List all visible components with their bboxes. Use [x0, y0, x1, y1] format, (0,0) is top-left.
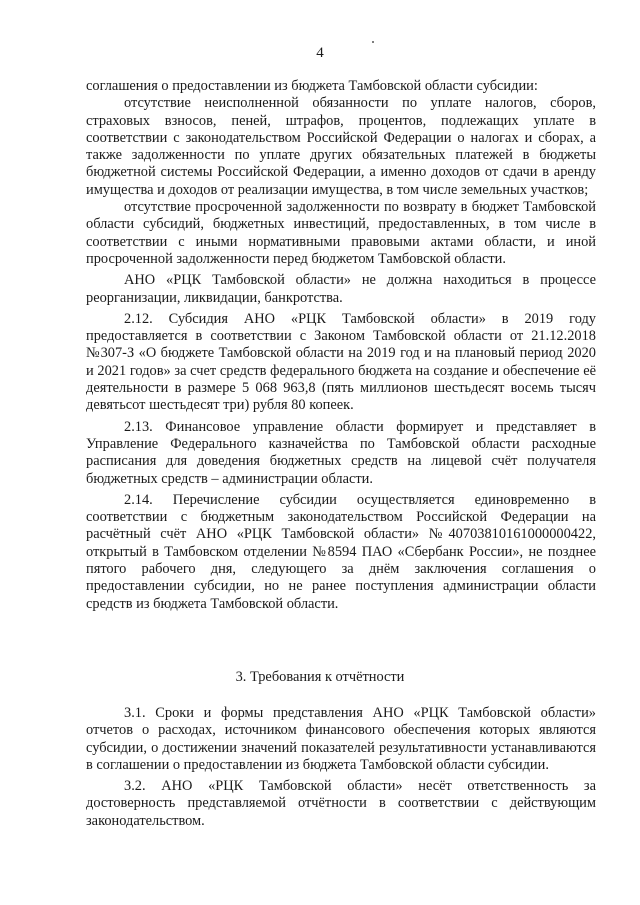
paragraph-2-14: 2.14. Перечисление субсидии осуществляется единовременно в соответствии с бюджетным законодательством Российской Федерации на расчётный счёт АНО «РЦК Тамбовской области» №40703810161000000422, открытый в Тамбовском отделении №8594 ПАО «Сбербанк России», не позднее пятого рабочего дня, следующего за днём заключения соглашения о предоставлении субсидии, но не ранее поступления администрации области средств из бюджета Тамбовской области.: [86, 491, 596, 612]
paragraph-2-13: 2.13. Финансовое управление области формирует и представляет в Управление Федерального казначейства по Тамбовской области расходные расписания для доведения бюджетных средств на лицевой счёт получателя бюджетных средств – администрации области.: [86, 418, 596, 487]
paragraph-3-2: 3.2. АНО «РЦК Тамбовской области» несёт ответственность за достоверность представляемой отчётности в соответствии с действующим законодательством.: [86, 778, 596, 829]
paragraph: АНО «РЦК Тамбовской области» не должна находиться в процессе реорганизации, ликвидации, банкротства.: [86, 272, 596, 306]
body-text-section-3: [86, 705, 596, 830]
scan-speck: [372, 41, 374, 43]
paragraph: отсутствие неисполненной обязанности по уплате налогов, сборов, страховых взносов, пеней, штрафов, процентов, подлежащих уплате в соответствии с законодательством Российской Федерации о налогах и сборах, а также задолженности по уплате других обязательных платежей в бюджеты бюджетной системы Российской Федерации, а именно доходов от сдачи в аренду имущества и доходов от реализации имущества, в том числе земельных участков;: [86, 95, 596, 198]
paragraph-2-12: 2.12. Субсидия АНО «РЦК Тамбовской области» в 2019 году предоставляется в соответствии с Законом Тамбовской области от 21.12.2018 №307-З «О бюджете Тамбовской области на 2019 год и на плановый период 2020 и 2021 годов» за счет средств федерального бюджета на создание и обеспечение её деятельности в размере 5 068 963,8 (пять миллионов шестьдесят восемь тысяч девятьсот шестьдесят три) рубля 80 копеек.: [86, 310, 596, 414]
paragraph: соглашения о предоставлении из бюджета Тамбовской области субсидии:: [86, 78, 538, 94]
paragraph: отсутствие просроченной задолженности по возврату в бюджет Тамбовской области субсидий, бюджетных инвестиций, предоставленных, в том числе в соответствии с иными нормативными правовыми актами области, и иной просроченной задолженности перед бюджетом Тамбовской области.: [86, 199, 596, 267]
paragraph-3-1: 3.1. Сроки и формы представления АНО «РЦК Тамбовской области» отчетов о расходах, источником финансового обеспечения которых являются субсидии, о достижении значений показателей результативности устанавливаются в соглашении о предоставлении из бюджета Тамбовской области субсидии.: [86, 705, 596, 773]
section-heading: 3. Требования к отчётности: [235, 669, 405, 685]
page-number: 4: [316, 45, 324, 61]
body-text-section-2: [86, 78, 596, 613]
